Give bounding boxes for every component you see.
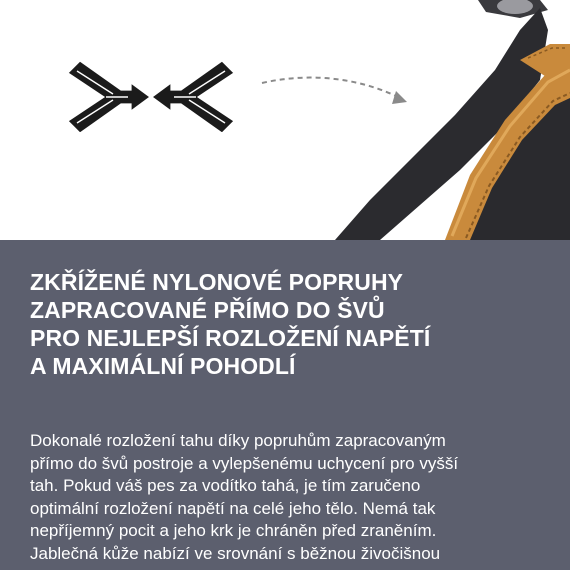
description-line: přímo do švů postroje a vylepšenému uchycení pro vyšší [30, 453, 459, 473]
description-panel [0, 240, 570, 570]
feature-headline [30, 268, 550, 380]
headline-line: PRO NEJLEPŠÍ ROZLOŽENÍ NAPĚTÍ [30, 325, 431, 351]
headline-line: ZAPRACOVANÉ PŘÍMO DO ŠVŮ [30, 297, 385, 323]
harness-image [335, 0, 570, 240]
description-line: nepříjemný pocit a jeho krk je chráněn před zraněním. [30, 521, 437, 540]
converging-arrows-icon [68, 61, 234, 133]
dashed-curved-arrow-icon [262, 78, 407, 104]
description-line: Jablečná kůže nabízí ve srovnání s běžnou živočišnou [30, 543, 441, 563]
description-line: Dokonalé rozložení tahu díky popruhům zapracovaným [30, 431, 446, 450]
hero-illustration [0, 0, 570, 240]
feature-description [30, 430, 555, 565]
description-line: optimální rozložení napětí na celé jeho tělo. Nemá tak [30, 498, 436, 518]
product-hero [0, 0, 570, 240]
description-line: tah. Pokud váš pes za vodítko tahá, je tím zaručeno [30, 476, 421, 495]
headline-line: A MAXIMÁLNÍ POHODLÍ [30, 353, 296, 379]
headline-line: ZKŘÍŽENÉ NYLONOVÉ POPRUHY [30, 269, 404, 295]
